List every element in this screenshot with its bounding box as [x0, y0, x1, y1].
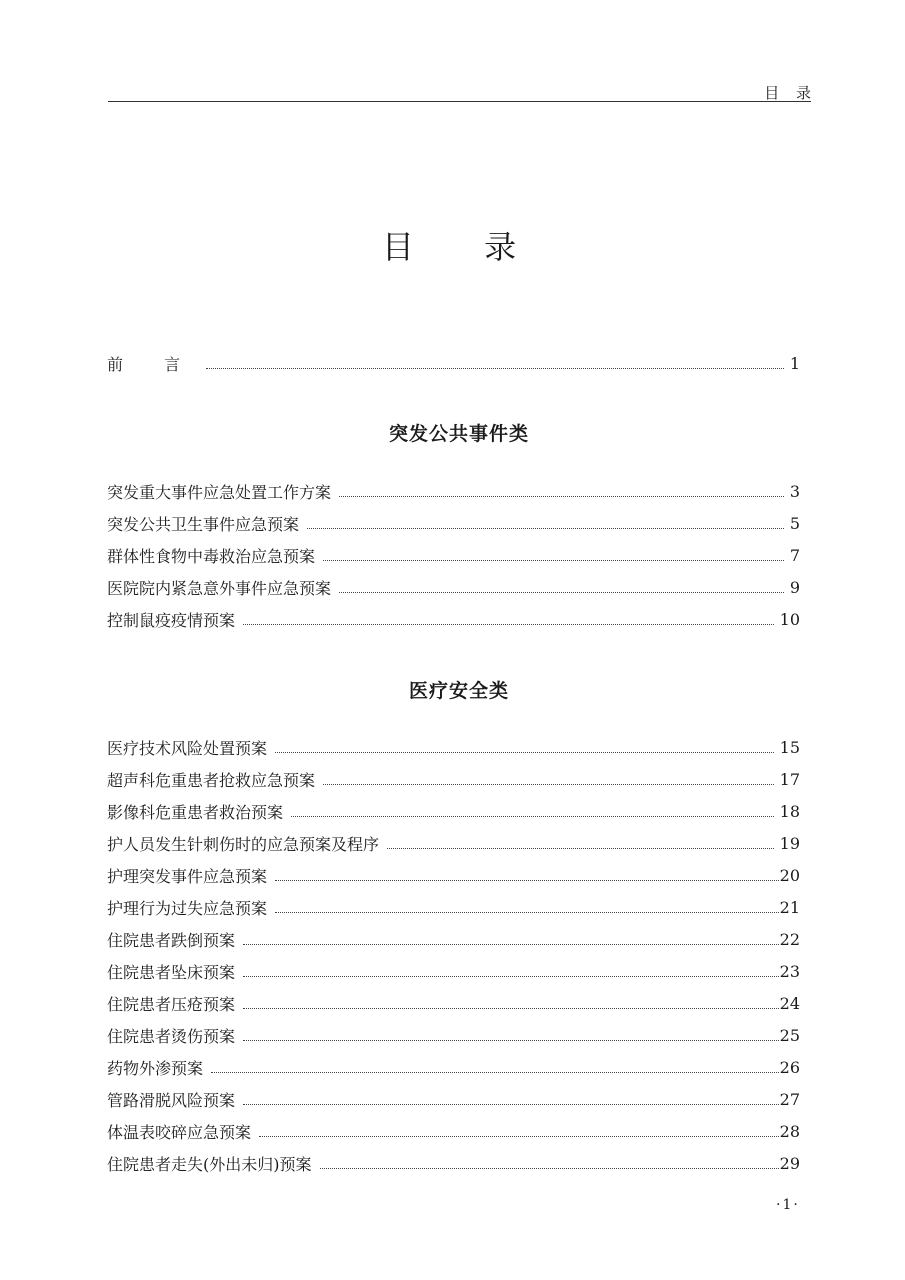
toc-entry-page: 23 — [779, 961, 800, 981]
toc-entry[interactable] — [107, 895, 800, 919]
toc-entry-title: 影像科危重患者救治预案 — [107, 802, 284, 822]
toc-entry[interactable] — [107, 511, 800, 535]
toc-entry[interactable] — [107, 1087, 800, 1111]
toc-entry-title: 超声科危重患者抢救应急预案 — [107, 770, 316, 790]
dot-leader — [243, 1008, 779, 1009]
dot-leader — [307, 528, 784, 529]
toc-entry-title: 管路滑脱风险预案 — [107, 1090, 236, 1110]
toc-entry-title: 群体性食物中毒救治应急预案 — [107, 546, 316, 566]
toc-entry-title: 住院患者烫伤预案 — [107, 1026, 236, 1046]
dot-leader — [275, 880, 779, 881]
dot-leader — [243, 976, 779, 977]
toc-entry[interactable] — [107, 863, 800, 887]
dot-leader — [243, 1104, 779, 1105]
toc-entry-title: 突发重大事件应急处置工作方案 — [107, 482, 332, 502]
toc-entry[interactable] — [107, 543, 800, 567]
toc-entry-page: 21 — [779, 897, 800, 917]
page-title: 目 录 — [381, 228, 547, 266]
toc-entry[interactable] — [107, 991, 800, 1015]
toc-entry-preface[interactable] — [107, 351, 800, 375]
toc-entry-page: 26 — [779, 1057, 800, 1077]
toc-entry-page: 17 — [779, 769, 800, 789]
toc-entry[interactable] — [107, 1119, 800, 1143]
toc-entry-title: 住院患者走失(外出未归)预案 — [107, 1154, 312, 1174]
section-heading-public-emergency: 突发公共事件类 — [388, 423, 529, 445]
section-heading-medical-safety: 医疗安全类 — [408, 680, 509, 702]
toc-entry-page: 29 — [779, 1153, 800, 1173]
toc-entry[interactable] — [107, 1055, 800, 1079]
toc-entry-page: 22 — [779, 929, 800, 949]
toc-entry-page: 9 — [789, 577, 800, 597]
toc-entry[interactable] — [107, 479, 800, 503]
toc-entry-page: 24 — [779, 993, 800, 1013]
dot-leader — [243, 944, 779, 945]
dot-leader — [206, 368, 784, 369]
toc-entry-page: 19 — [779, 833, 800, 853]
dot-leader — [339, 592, 784, 593]
toc-entry-page: 5 — [789, 513, 800, 533]
running-header — [108, 82, 817, 102]
toc-entry-title: 控制鼠疫疫情预案 — [107, 610, 236, 630]
toc-entry-title: 突发公共卫生事件应急预案 — [107, 514, 300, 534]
toc-entry-title: 住院患者跌倒预案 — [107, 930, 236, 950]
toc-entry[interactable] — [107, 767, 800, 791]
dot-leader — [323, 560, 784, 561]
toc-entry-title: 医疗技术风险处置预案 — [107, 738, 268, 758]
toc-entry-page: 3 — [789, 481, 800, 501]
toc-entry-title: 护理突发事件应急预案 — [107, 866, 268, 886]
toc-entry[interactable] — [107, 799, 800, 823]
dot-leader — [275, 752, 774, 753]
dot-leader — [320, 1168, 779, 1169]
dot-leader — [211, 1072, 779, 1073]
dot-leader — [323, 784, 774, 785]
toc-entry-page: 18 — [779, 801, 800, 821]
toc-entry[interactable] — [107, 831, 800, 855]
toc-entry-page: 25 — [779, 1025, 800, 1045]
toc-entry[interactable] — [107, 959, 800, 983]
toc-entry-page: 15 — [779, 737, 800, 757]
toc-entry-page: 20 — [779, 865, 800, 885]
toc-entry[interactable] — [107, 735, 800, 759]
toc-entry-page: 1 — [789, 353, 800, 373]
toc-entry-page: 7 — [789, 545, 800, 565]
dot-leader — [259, 1136, 779, 1137]
toc-entry-title: 护理行为过失应急预案 — [107, 898, 268, 918]
dot-leader — [291, 816, 774, 817]
dot-leader — [243, 624, 774, 625]
toc-entry[interactable] — [107, 927, 800, 951]
toc-entry-page: 27 — [779, 1089, 800, 1109]
toc-entry-title: 体温表咬碎应急预案 — [107, 1122, 252, 1142]
dot-leader — [339, 496, 784, 497]
toc-entry[interactable] — [107, 575, 800, 599]
toc-entry[interactable] — [107, 1151, 800, 1175]
dot-leader — [275, 912, 779, 913]
toc-entry-title: 医院院内紧急意外事件应急预案 — [107, 578, 332, 598]
running-header-text: 目 录 — [764, 84, 817, 102]
toc-entry-page: 28 — [779, 1121, 800, 1141]
dot-leader — [387, 848, 774, 849]
toc-entry-title: 药物外渗预案 — [107, 1058, 204, 1078]
toc-entry-page: 10 — [779, 609, 800, 629]
toc-entry-title: 住院患者压疮预案 — [107, 994, 236, 1014]
toc-entry[interactable] — [107, 607, 800, 631]
toc-entry-title: 前 言 — [107, 354, 199, 374]
toc-entry[interactable] — [107, 1023, 800, 1047]
toc-entry-title: 住院患者坠床预案 — [107, 962, 236, 982]
toc-entry-title: 护人员发生针刺伤时的应急预案及程序 — [107, 834, 380, 854]
dot-leader — [243, 1040, 779, 1041]
page-number: ·1· — [776, 1197, 800, 1213]
